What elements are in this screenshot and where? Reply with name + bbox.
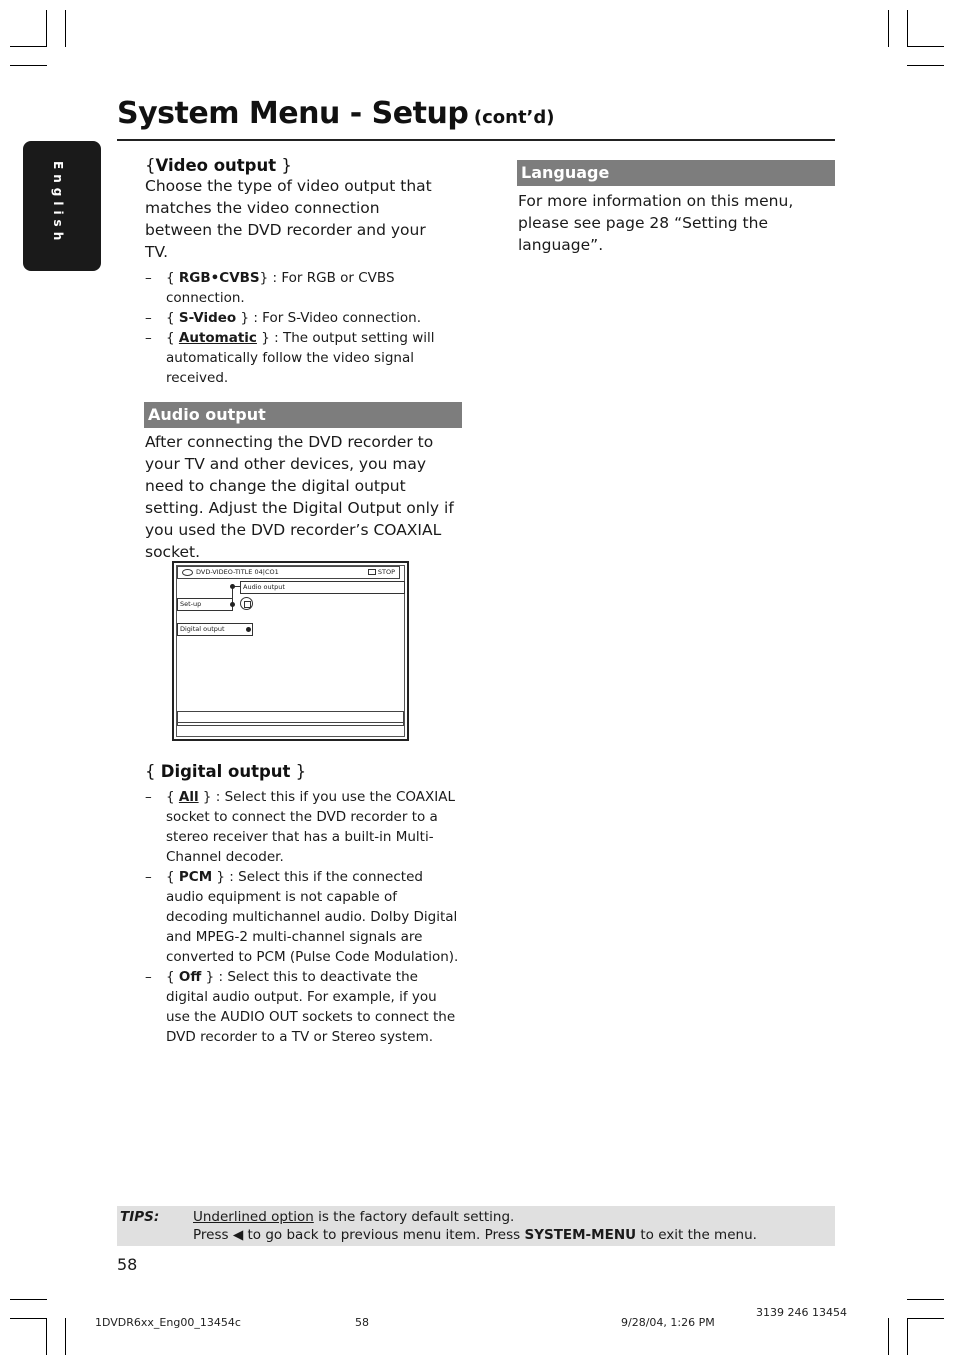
page-number: 58 (117, 1255, 138, 1274)
digital-output-heading: { Digital output } (145, 762, 307, 781)
disc-icon (182, 569, 193, 576)
footer-code: 3139 246 13454 (756, 1306, 847, 1319)
option-label: RGB•CVBS (178, 270, 260, 286)
option-label-default: Automatic (178, 330, 257, 346)
option-label-default: All (178, 789, 199, 805)
language-text: For more information on this menu, please see page 28 “Setting the language”. (518, 192, 794, 254)
video-output-section (145, 156, 465, 388)
osd-digital-output-item: Digital output (177, 623, 253, 636)
crop-mark (907, 46, 944, 47)
left-arrow-icon: ◀ (232, 1227, 244, 1243)
digital-output-title: Digital output (160, 762, 291, 781)
osd-audio-output-item: Audio output (240, 581, 405, 594)
settings-icon (240, 597, 253, 610)
crop-mark (10, 1318, 47, 1319)
option-label: Off (178, 969, 202, 985)
osd-info-bar (177, 711, 404, 726)
osd-screen (172, 561, 409, 741)
crop-mark (888, 10, 889, 47)
stop-icon (368, 569, 376, 575)
page-title-sub: (cont’d) (473, 107, 555, 128)
video-output-heading (145, 156, 465, 175)
option-label: S-Video (178, 310, 237, 326)
tips-box (117, 1206, 835, 1246)
crop-mark (907, 10, 908, 47)
audio-output-intro: After connecting the DVD recorder to your TV and other devices, you may need to change the digital output setting. Adjust the Digital Output only if you used the DVD recorder’s COAXIAL socket. (145, 433, 454, 561)
crop-mark (10, 46, 47, 47)
digital-output-section (145, 762, 465, 1047)
crop-mark (888, 1318, 889, 1355)
list-item: – { All } : Select this if you use the COAXIAL socket to connect the DVD recorder to a stereo receiver that has a built-in Multi-Channel decoder. (145, 789, 456, 865)
footer-page: 58 (355, 1316, 369, 1329)
language-tab-label: English (51, 161, 65, 246)
audio-output-heading: Audio output (144, 402, 462, 428)
brace-close: } (281, 156, 292, 175)
osd-dot (246, 627, 251, 632)
osd-dot (230, 602, 235, 607)
crop-mark (10, 1299, 47, 1300)
osd-setup-item: Set-up (177, 598, 233, 611)
crop-mark (10, 65, 47, 66)
page-title (117, 96, 555, 131)
footer-file: 1DVDR6xx_Eng00_13454c (95, 1316, 241, 1329)
video-output-title: Video output (155, 156, 277, 175)
tips-label: TIPS: (120, 1209, 160, 1225)
list-item: – { RGB•CVBS} : For RGB or CVBS connection. (145, 270, 395, 306)
osd-dot (230, 584, 235, 589)
crop-mark (907, 1299, 944, 1300)
title-divider (117, 139, 835, 141)
option-label: PCM (178, 869, 213, 885)
crop-mark (907, 1318, 908, 1355)
brace-open: { (145, 156, 156, 175)
crop-mark (65, 10, 66, 47)
crop-mark (65, 1318, 66, 1355)
crop-mark (907, 65, 944, 66)
crop-mark (46, 1318, 47, 1355)
tips-line-1: Underlined option is the factory default setting. (193, 1209, 515, 1225)
list-item: – { PCM } : Select this if the connected audio equipment is not capable of decoding multichannel audio. Dolby Digital and MPEG-2 multi-channel signals are converted to PCM (Pulse Code Modulation). (145, 869, 459, 965)
osd-status-bar: DVD-VIDEO-TITLE 04|CO1 STOP (177, 566, 400, 579)
language-heading: Language (517, 160, 835, 186)
crop-mark (46, 10, 47, 47)
list-item: – { Off } : Select this to deactivate the digital audio output. For example, if you use the AUDIO OUT sockets to connect the DVD recorder to a TV or Stereo system. (145, 969, 456, 1045)
list-item: – { Automatic } : The output setting will automatically follow the video signal received. (145, 330, 435, 386)
language-tab (23, 141, 101, 271)
footer-date: 9/28/04, 1:26 PM (621, 1316, 715, 1329)
tips-line-2: Press ◀ to go back to previous menu item. Press SYSTEM-MENU to exit the menu. (193, 1227, 757, 1243)
video-output-intro: Choose the type of video output that matches the video connection between the DVD recorder and your TV. (145, 177, 432, 261)
crop-mark (907, 1318, 944, 1319)
list-item: – { S-Video } : For S-Video connection. (145, 310, 422, 326)
page-title-main: System Menu - Setup (117, 96, 469, 131)
